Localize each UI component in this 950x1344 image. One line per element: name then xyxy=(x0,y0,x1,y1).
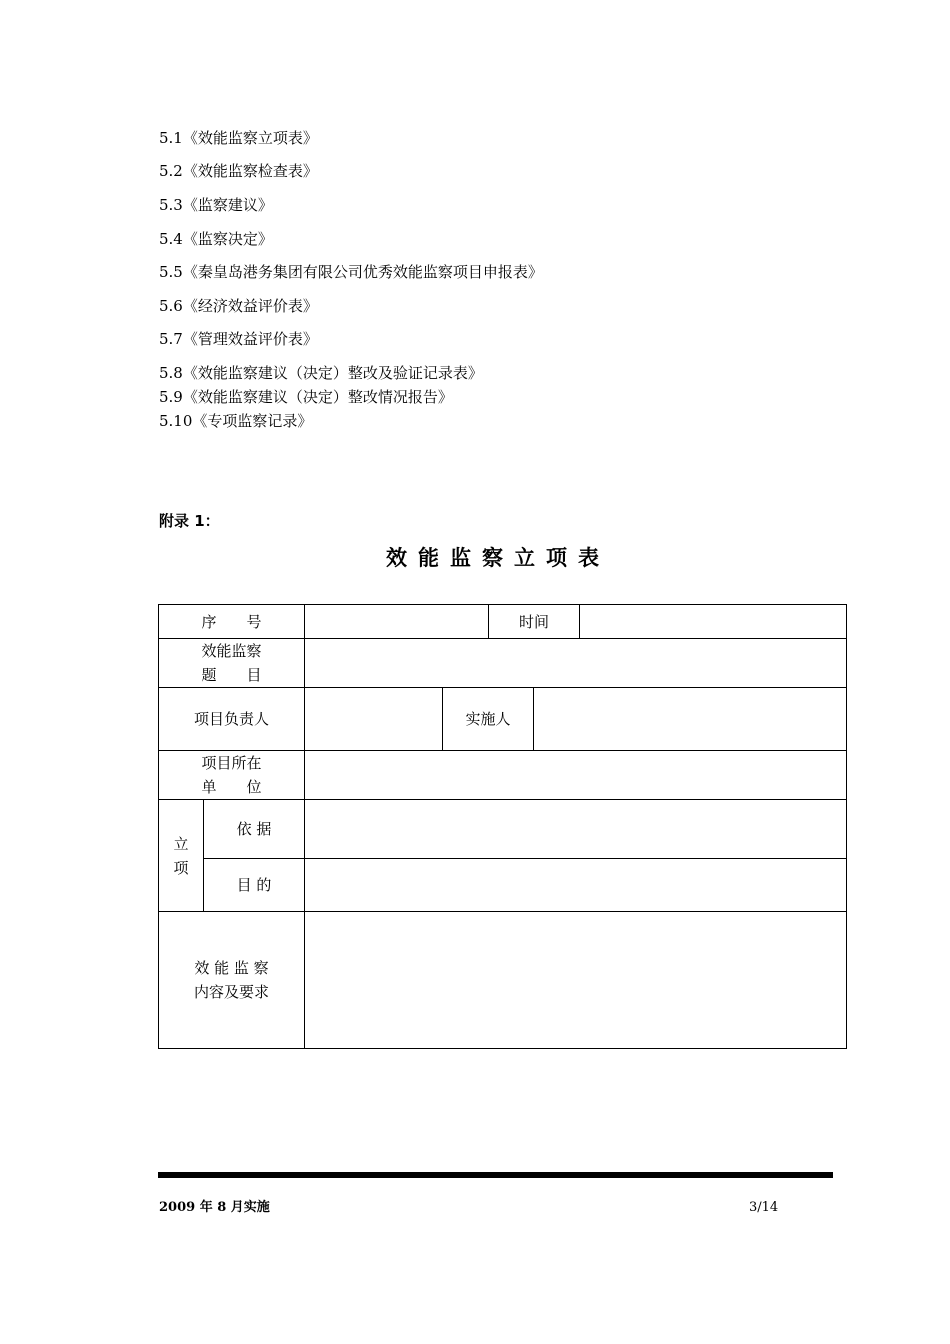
list-item: 5.6《经济效益评价表》 xyxy=(159,297,318,315)
purpose-label: 目 的 xyxy=(204,859,305,912)
page-number: 3/14 xyxy=(749,1200,779,1215)
topic-label-line-1: 效能监察 xyxy=(201,642,262,660)
content-label xyxy=(159,912,305,1049)
content-label-line-2: 内容及要求 xyxy=(194,983,270,1001)
form-title: 效能监察立项表 xyxy=(386,546,610,570)
project-label-line-1: 立 xyxy=(173,834,189,853)
project-label xyxy=(159,800,204,912)
list-item: 5.3《监察建议》 xyxy=(159,196,273,214)
unit-label-line-2: 单 位 xyxy=(201,778,262,796)
time-label: 时间 xyxy=(489,605,580,639)
footer-effective-date: 2009 年 8 月实施 xyxy=(159,1200,270,1215)
topic-label xyxy=(159,639,305,688)
content-field[interactable] xyxy=(305,912,847,1049)
unit-field[interactable] xyxy=(305,751,847,800)
unit-label-line-1: 项目所在 xyxy=(201,754,262,772)
list-item: 5.4《监察决定》 xyxy=(159,230,273,248)
list-item: 5.8《效能监察建议（决定）整改及验证记录表》 xyxy=(159,364,483,382)
time-field[interactable] xyxy=(580,605,847,639)
basis-field[interactable] xyxy=(305,800,847,859)
leader-label: 项目负责人 xyxy=(159,688,305,751)
list-item: 5.2《效能监察检查表》 xyxy=(159,162,318,180)
list-item: 5.1《效能监察立项表》 xyxy=(159,129,318,147)
serial-label: 序 号 xyxy=(159,605,305,639)
content-label-line-1: 效 能 监 察 xyxy=(194,959,269,977)
purpose-field[interactable] xyxy=(305,859,847,912)
list-item: 5.7《管理效益评价表》 xyxy=(159,330,318,348)
list-item: 5.5《秦皇岛港务集团有限公司优秀效能监察项目申报表》 xyxy=(159,263,543,281)
footer-rule xyxy=(158,1172,833,1178)
basis-label: 依 据 xyxy=(204,800,305,859)
project-label-line-2: 项 xyxy=(173,858,189,877)
implementer-label: 实施人 xyxy=(443,688,534,751)
project-form-table xyxy=(158,604,847,1049)
topic-label-line-2: 题 目 xyxy=(201,666,262,684)
implementer-field[interactable] xyxy=(534,688,847,751)
list-item: 5.9《效能监察建议（决定）整改情况报告》 xyxy=(159,388,453,406)
serial-field[interactable] xyxy=(305,605,489,639)
list-item: 5.10《专项监察记录》 xyxy=(159,412,313,430)
topic-field[interactable] xyxy=(305,639,847,688)
appendix-label: 附录 1： xyxy=(159,512,220,530)
unit-label xyxy=(159,751,305,800)
leader-field[interactable] xyxy=(305,688,443,751)
